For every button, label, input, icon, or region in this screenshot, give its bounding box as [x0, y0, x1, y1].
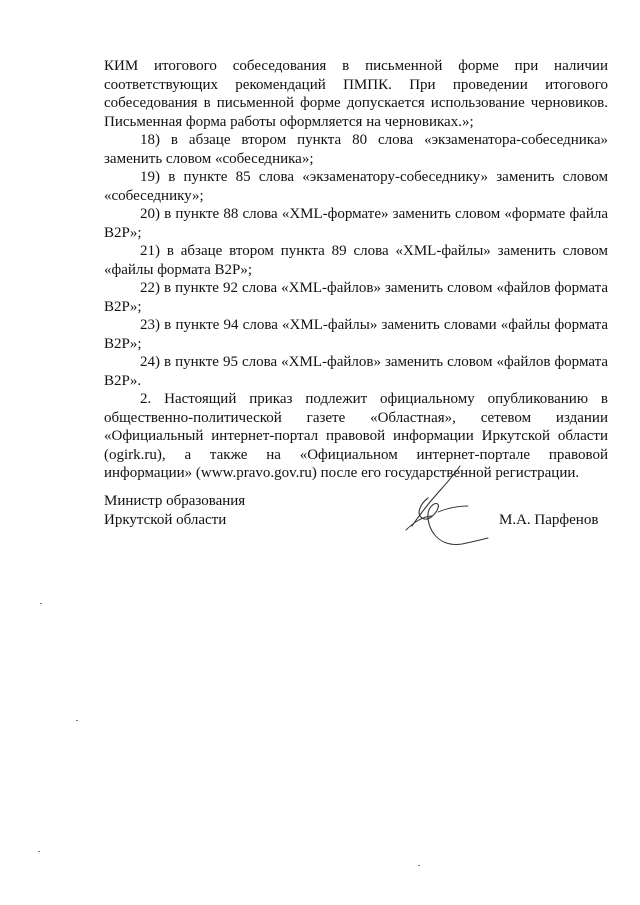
paragraph-item-22: 22) в пункте 92 слова «XML-файлов» заменить словом «файлов формата B2P»; [104, 280, 608, 315]
signer-position [104, 492, 245, 529]
document-body [104, 57, 608, 483]
paragraph-item-19: 19) в пункте 85 слова «экзаменатору-собеседнику» заменить словом «собеседнику»; [104, 169, 608, 204]
scan-speck [76, 720, 78, 721]
signature-block [104, 492, 608, 552]
signer-position-line-1: Министр образования [104, 493, 246, 509]
paragraph-item-20: 20) в пункте 88 слова «XML-формате» заменить словом «формате файла B2P»; [104, 206, 608, 241]
paragraph-item-23: 23) в пункте 94 слова «XML-файлы» заменить словами «файлы формата B2P»; [104, 317, 608, 352]
paragraph-section-2: 2. Настоящий приказ подлежит официальному опубликованию в общественно-политической газете «Областная», сетевом издании «Официальный интернет-портал правовой информации Иркутской области (ogirk.ru), а также на «Официальном интернет-портале правовой информации» (www.pravo.gov.ru) после его государственной регистрации. [104, 391, 608, 481]
signer-name: М.А. Парфенов [499, 511, 599, 528]
scan-speck [40, 603, 42, 604]
paragraph-item-18: 18) в абзаце втором пункта 80 слова «экзаменатора-собеседника» заменить словом «собеседника»; [104, 132, 608, 167]
paragraph-item-21: 21) в абзаце втором пункта 89 слова «XML-файлы» заменить словом «файлы формата B2P»; [104, 243, 608, 278]
paragraph-continuation: КИМ итогового собеседования в письменной форме при наличии соответствующих рекомендаций ПМПК. При проведении итогового собеседования в письменной форме допускается использование черновиков. Письменная форма работы оформляется на черновиках.»; [104, 58, 608, 130]
scan-speck [38, 851, 40, 852]
scan-speck [418, 865, 420, 866]
paragraph-item-24: 24) в пункте 95 слова «XML-файлов» заменить словом «файлов формата B2P». [104, 354, 608, 389]
handwritten-signature [398, 462, 494, 554]
signer-position-line-2: Иркутской области [104, 511, 227, 528]
